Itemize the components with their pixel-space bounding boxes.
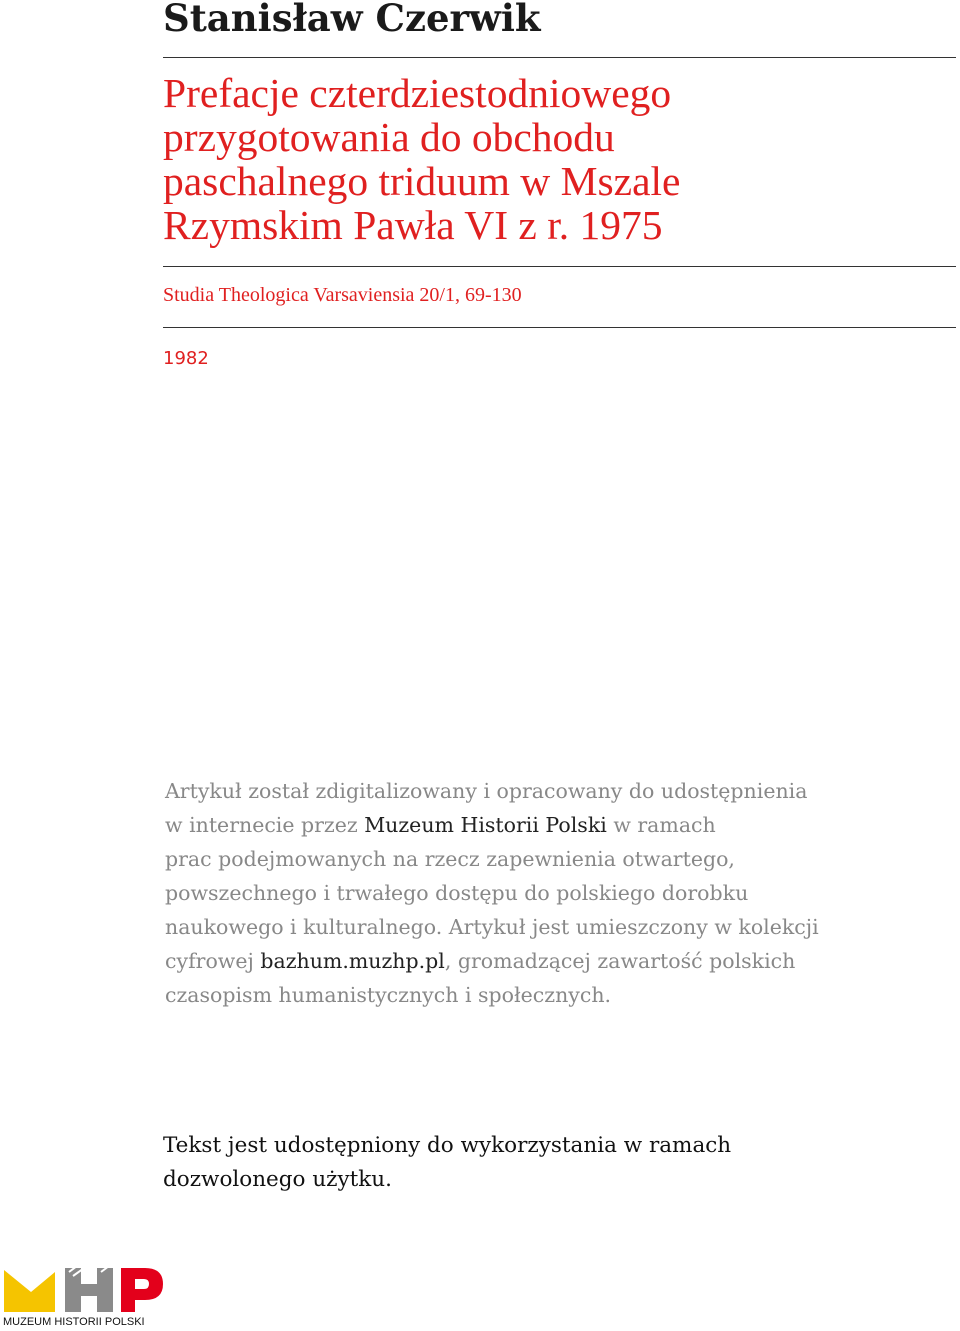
publication-year: 1982 bbox=[163, 348, 209, 369]
notice-line-7: czasopism humanistycznych i społecznych. bbox=[165, 983, 612, 1007]
divider-middle bbox=[163, 266, 956, 267]
digitization-notice bbox=[165, 774, 935, 1012]
logo-gray-h bbox=[65, 1266, 113, 1312]
divider-top bbox=[163, 57, 956, 58]
notice-line-5: naukowego i kulturalnego. Artykuł jest umieszczony w kolekcji bbox=[165, 915, 819, 939]
title-line-4: Rzymskim Pawła VI z r. 1975 bbox=[163, 202, 663, 248]
bazhum-link[interactable]: bazhum.muzhp.pl bbox=[260, 949, 445, 973]
license-line-2: dozwolonego użytku. bbox=[163, 1167, 392, 1192]
notice-text: w ramach bbox=[606, 813, 716, 837]
notice-line-3: prac podejmowanych na rzecz zapewnienia otwartego, bbox=[165, 847, 735, 871]
notice-line-4: powszechnego i trwałego dostępu do polskiego dorobku bbox=[165, 881, 749, 905]
notice-text: cyfrowej bbox=[165, 949, 261, 973]
journal-source: Studia Theologica Varsaviensia 20/1, 69-130 bbox=[163, 284, 522, 306]
logo-red-p bbox=[121, 1268, 163, 1312]
license-line-1: Tekst jest udostępniony do wykorzystania w ramach bbox=[163, 1133, 732, 1158]
title-line-3: paschalnego triduum w Mszale bbox=[163, 158, 681, 204]
article-title bbox=[163, 71, 943, 247]
divider-bottom bbox=[163, 327, 956, 328]
notice-text: w internecie przez bbox=[165, 813, 365, 837]
notice-text: , gromadzącej zawartość polskich bbox=[444, 949, 796, 973]
notice-line-1: Artykuł został zdigitalizowany i opracowany do udostępnienia bbox=[165, 779, 808, 803]
notice-line-2 bbox=[165, 808, 935, 842]
museum-logo-text: MUZEUM HISTORII POLSKI bbox=[3, 1316, 145, 1328]
notice-line-6 bbox=[165, 944, 935, 978]
author-name: Stanisław Czerwik bbox=[163, 0, 541, 40]
license-statement bbox=[163, 1129, 863, 1197]
museum-name-link[interactable]: Muzeum Historii Polski bbox=[364, 813, 607, 837]
title-line-1: Prefacje czterdziestodniowego bbox=[163, 70, 672, 116]
logo-yellow-m bbox=[4, 1270, 55, 1312]
title-line-2: przygotowania do obchodu bbox=[163, 114, 615, 160]
